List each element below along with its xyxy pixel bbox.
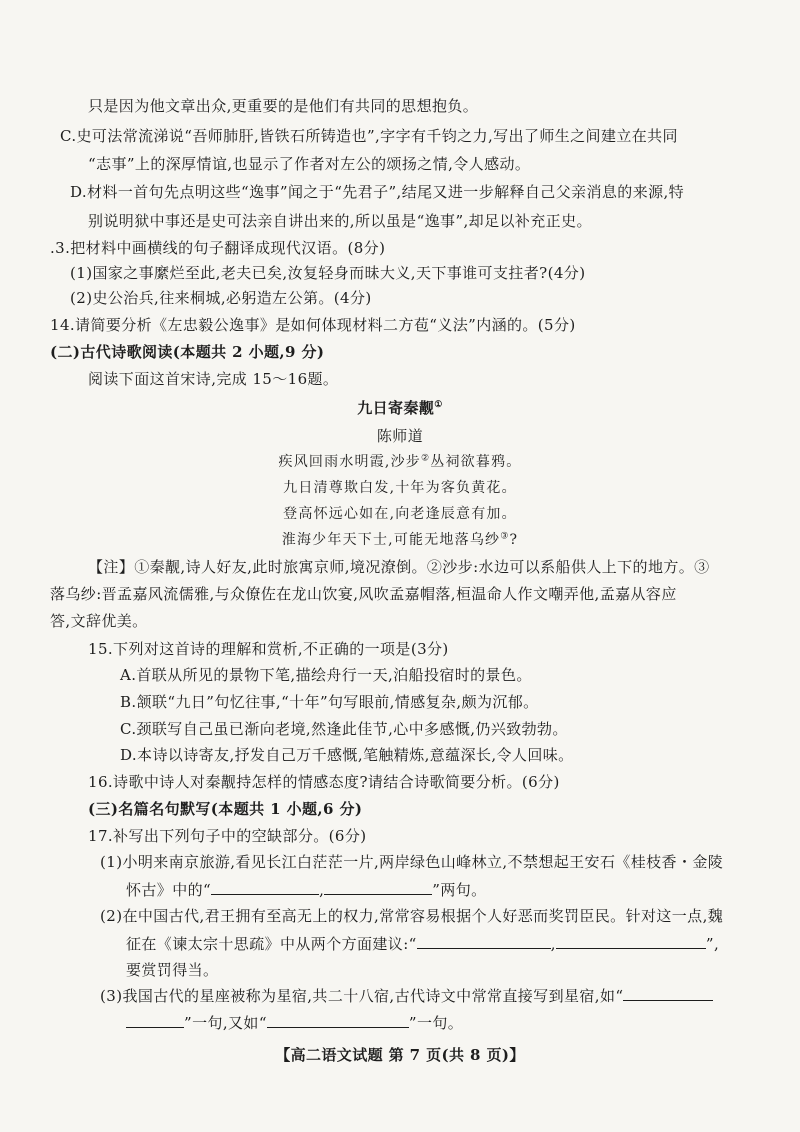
poem-instruction: 阅读下面这首宋诗,完成 15～16题。	[88, 370, 339, 388]
section-2-heading: (二)古代诗歌阅读(本题共 2 小题,9 分)	[50, 343, 325, 361]
question-13: .3.把材料中画横线的句子翻译成现代汉语。(8分)	[50, 239, 386, 257]
poem-line-4	[0, 530, 800, 550]
poem-title-text: 九日寄秦觏	[357, 399, 435, 417]
question-17-item-2: (2)在中国古代,君王拥有至高无上的权力,常常容易根据个人好恶而奖罚臣民。针对这一点,魏	[100, 907, 724, 925]
poem-line-3: 登高怀远心如在,向老逢辰意有加。	[283, 506, 517, 522]
page-footer: 【高二语文试题 第 7 页(共 8 页)】	[275, 1046, 525, 1064]
blank-separator: ,	[319, 881, 325, 899]
question-17-item-1-blanks	[126, 880, 487, 900]
poem-line-4-note: ③	[500, 531, 510, 542]
answer-b-continuation: 只是因为他文章出众,更重要的是他们有共同的思想抱负。	[88, 97, 479, 115]
poem-line-1	[0, 452, 800, 472]
answer-blank[interactable]	[324, 880, 432, 895]
answer-option-d: D.材料一首句先点明这些“逸事”闻之于“先君子”,结尾又进一步解释自己父亲消息的来源,特	[70, 183, 685, 201]
question-13-item-2: (2)史公治兵,往来桐城,必躬造左公第。(4分)	[70, 289, 372, 307]
question-17-item-1: (1)小明来南京旅游,看见长江白茫茫一片,两岸绿色山峰林立,不禁想起王安石《桂枝香・金陵	[100, 853, 724, 871]
blank-suffix: ”一句。	[408, 1014, 464, 1032]
answer-blank[interactable]	[623, 986, 713, 1001]
question-15-option-b: B.颔联“九日”句忆往事,“十年”句写眼前,情感复杂,颇为沉郁。	[120, 693, 539, 711]
blank-suffix: ”,	[705, 935, 720, 953]
answer-blank[interactable]	[417, 934, 551, 949]
answer-option-d-cont: 别说明狱中事还是史可法亲自讲出来的,所以虽是“逸事”,却足以补充正史。	[88, 212, 592, 230]
poem-notes-2: 落乌纱:晋孟嘉风流儒雅,与众僚佐在龙山饮宴,风吹孟嘉帽落,桓温命人作文嘲弄他,孟嘉从容应	[50, 585, 677, 603]
blank-prefix: 怀古》中的“	[126, 881, 212, 899]
poem-line-2: 九日清尊欺白发,十年为客负黄花。	[283, 480, 517, 496]
poem-notes-3: 答,文辞优美。	[50, 612, 148, 630]
question-17-item-2-blanks	[126, 934, 719, 954]
answer-blank[interactable]	[267, 1013, 409, 1028]
question-15-option-a: A.首联从所见的景物下笔,描绘舟行一天,泊船投宿时的景色。	[120, 666, 532, 684]
section-3-heading: (三)名篇名句默写(本题共 1 小题,6 分)	[88, 800, 363, 818]
question-16: 16.诗歌中诗人对秦觏持怎样的情感态度?请结合诗歌简要分析。(6分)	[88, 773, 560, 791]
poem-title	[0, 398, 800, 418]
question-15-option-d: D.本诗以诗寄友,抒发自己万千感慨,笔触精炼,意蕴深长,令人回味。	[120, 746, 574, 764]
blank-suffix: ”一句,又如“	[184, 1014, 267, 1032]
poem-line-4-a: 淮海少年天下士,可能无地落乌纱	[281, 532, 501, 548]
question-14: 14.请简要分析《左忠毅公逸事》是如何体现材料二方苞“义法”内涵的。(5分)	[50, 316, 576, 334]
question-15-option-c: C.颈联写自己虽已渐向老境,然逢此佳节,心中多感慨,仍兴致勃勃。	[120, 720, 568, 738]
blank-separator: ,	[550, 935, 556, 953]
poem-line-4-b: ?	[509, 532, 519, 548]
question-17-item-3-blanks	[126, 1013, 463, 1033]
answer-blank[interactable]	[211, 880, 319, 895]
poem-line-1-b: 丛祠欲暮鸦。	[430, 454, 522, 470]
blank-prefix: 征在《谏太宗十思疏》中从两个方面建议:“	[126, 935, 417, 953]
poem-notes-1: 【注】①秦觏,诗人好友,此时旅寓京师,境况潦倒。②沙步:水边可以系船供人上下的地方。③	[88, 558, 710, 576]
answer-blank[interactable]	[126, 1013, 184, 1028]
question-17-item-3	[100, 986, 713, 1006]
poem-author: 陈师道	[376, 427, 424, 445]
question-13-item-1: (1)国家之事縻烂至此,老夫已矣,汝复轻身而昧大义,天下事谁可支拄者?(4分)	[70, 264, 586, 282]
question-17-item-2-cont: 要赏罚得当。	[126, 961, 219, 979]
poem-title-note: ①	[434, 400, 443, 410]
question-17: 17.补写出下列句子中的空缺部分。(6分)	[88, 827, 367, 845]
item-3-text: (3)我国古代的星座被称为星宿,共二十八宿,古代诗文中常常直接写到星宿,如“	[100, 987, 624, 1005]
blank-suffix: ”两句。	[432, 881, 487, 899]
question-15: 15.下列对这首诗的理解和赏析,不正确的一项是(3分)	[88, 640, 449, 658]
answer-option-c: C.史可法常流涕说“吾师肺肝,皆铁石所铸造也”,字字有千钧之力,写出了师生之间建立在共同	[60, 127, 678, 145]
poem-line-1-a: 疾风回雨水明霞,沙步	[278, 454, 421, 470]
answer-option-c-cont: “志事”上的深厚情谊,也显示了作者对左公的颂扬之情,令人感动。	[88, 155, 531, 173]
poem-line-1-note: ②	[420, 453, 431, 464]
answer-blank[interactable]	[556, 934, 706, 949]
